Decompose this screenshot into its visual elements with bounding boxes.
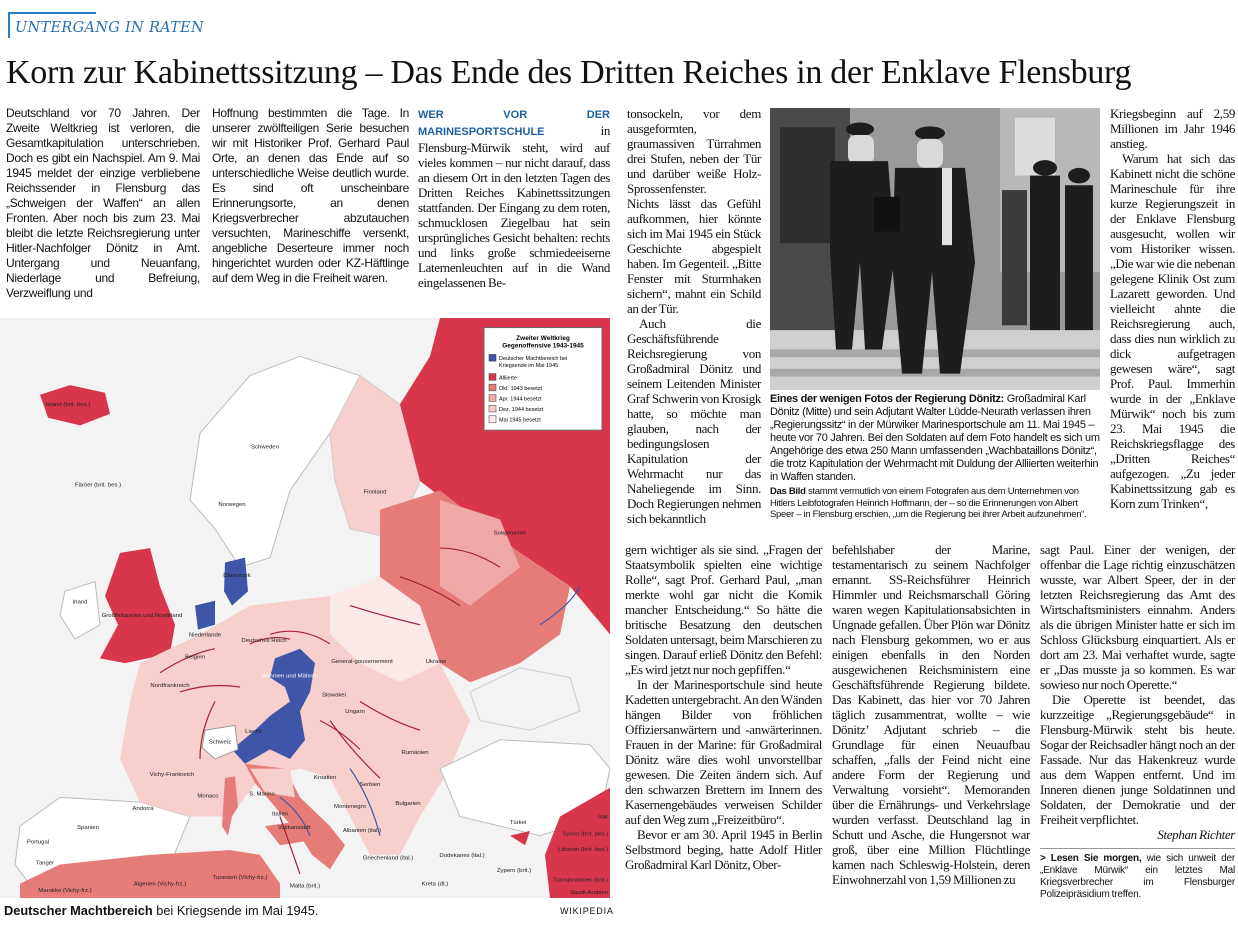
legend-item: Okt. 1943 besetzt [499,385,543,392]
map-label: Tunesien (Vichy-frz.) [212,874,268,881]
paragraph: Die Operette ist beendet, das kurzzeitige „Regierungsgebäude“ in Flensburg-Mürwik steht bis heute. Sogar der Reichsadler hängt noch an der Fassade. Nur das Hakenkreuz wurde aus dem Wappen entfernt. Und im Inneren dienen junge Soldatinnen und Soldaten, der Demokratie und der Freiheit verpflichtet. [1040,692,1235,827]
photo-caption-block [770,393,1100,521]
paragraph: Nichts lässt das Gefühl aufkommen, hier könnte sich im Mai 1945 ein Stück Geschichte abgespielt haben. Im Gegenteil. „Bitte Fenster mit Sturmhaken sichern“, mahnt ein Schild an der Tür. [627,196,761,316]
map-label: Vichy-Frankreich [149,772,195,779]
photo-caption [770,393,1100,484]
legend-item: Deutscher Machtbereich bei [499,356,568,363]
map-label: Kroatien [313,775,337,782]
map-label: Marokko (Vichy-frz.) [38,888,92,895]
map-label: Deutsches Reich [241,638,287,644]
map-label: Irland [72,599,88,606]
article-col-4: befehlshaber der Marine, testamentarisch zu seinem Nachfolger ernannt. SS-Reichsführer Heinrich Himmler und Reichsmarschall Göring waren wegen Kapitulationsabsichten in Ungnade gefallen. Über Plön war Dönitz nach Flensburg gekommen, wo er aus einigen ebenfalls in den Norden ausgewichenen Reichsministern eine Geschäftsführende Regierung bildete. Das Kabinett, das hier vor 70 Jahren täglich zusammentrat, wollte – wie Dönitz’ Adjutant schrieb – die Grundlage für einen Neuaufbau schaffen, „falls der Feind nicht eine andere Form der Regierung und Verwaltung vorsieht“. Memoranden über die Ernährungs- und Verkehrslage wurden verfasst. Deutschland lag in Schutt und Asche, die Hungersnot war groß, über eine Million Flüchtlinge kamen nach Schleswig-Holstein, deren Einwohnerzahl von 1,59 Millionen zu [832,542,1030,887]
map-caption [4,903,318,918]
headline: Korn zur Kabinettssitzung – Das Ende des Dritten Reiches in der Enklave Flensburg [6,54,1132,91]
paragraph: tonsockeln, vor dem ausgeformten, graumassiven Türrahmen drei Stufen, neben der Tür und darüber weiße Holz-Sprossenfenster. [627,106,761,196]
legend-item: Apr. 1944 besetzt [499,396,542,403]
historic-photo [770,108,1100,390]
map-label: Nordfrankreich [150,683,190,690]
paragraph: Kriegsbeginn auf 2,59 Millionen im Jahr 1946 anstieg. [1110,106,1235,151]
legend-swatch [489,354,496,361]
map-label: Schweiz [208,739,232,746]
caption-text: Großadmiral Karl Dönitz (Mitte) und sein Adjutant Walter Lüdde-Neurath verlassen ihren „Regierungssitz“ in der Mürwiker Marinesportschule am 11. Mai 1945 – heute vor 70 Jahren. Bei den Soldaten auf dem Foto handelt es sich um Angehörige des etwa 250 Mann umfassenden „Wachbataillons Dönitz“, die trotz Kapitulation der Wehrmacht mit Duldung der Alliierten weiterhin in Waffen standen. [770,393,1100,483]
lead-in: WER VOR DER MARINESPORTSCHULE [418,109,610,138]
map-legend [484,328,602,431]
legend-swatch [489,416,496,423]
legend-swatch [489,374,496,381]
map-label: Saudi-Arabien [570,890,608,897]
paragraph: gern wichtiger als sie sind. „Fragen der Staatsymbolik spielten eine wichtige Rolle“, sagt Prof. Gerhard Paul, „man merkte wohl gar nicht die Komik mancher Entscheidung.“ So hätte die britische Besatzung den deutschen Soldaten untersagt, beim Marschieren zu singen. Darauf erließ Dönitz den Befehl: „Es wird jetzt nur noch gepfiffen.“ [625,542,822,677]
map-label: Griechenland (ital.) [362,855,414,862]
map-label: Algerien (Vichy-frz.) [133,881,187,888]
map-label: Bulgarien [395,801,421,807]
map-label: Irak [598,814,608,821]
map-label: Färöer (brit. bes.) [74,482,122,489]
map-label: Italien [272,811,288,818]
teaser-text: wie sich unweit der „Enklave Mürwik“ ein letztes Mal Kriegsverbrecher im Flensburger Polizeipräsidium treffen. [1040,853,1235,900]
map-label: Dodekanes (ital.) [439,852,485,859]
legend-item: Alliierte [499,375,517,382]
map-label: Libanon (brit. bes.) [558,847,608,853]
legend-title: Zweiter Weltkrieg [516,335,570,343]
europe-map [0,318,610,898]
section-kicker [8,12,204,38]
intro-col-1: Deutschland vor 70 Jahren. Der Zweite Weltkrieg ist verloren, die Gesamtkapitulation unterschrieben. Doch es gibt ein Nachspiel. Am 9. Mai 1945 meldet der einzige verbliebene Reichssender in Flensburg das „Schweigen der Waffen“ an allen Fronten. Aber noch bis zum 23. Mai bleibt die letzte Reichsregierung unter Hitler-Nachfolger Dönitz in Amt. Untergang und Neuanfang, Niederlage und Befreiung, Verzweiflung und [6,106,200,300]
map-label: Tanger [35,860,55,867]
map-label: General-gouvernement [331,659,393,666]
map-label: Ungarn [345,709,365,715]
map-label: Montenegro [334,803,366,810]
article-col-2 [627,106,761,526]
paragraph: Bevor er am 30. April 1945 in Berlin Selbstmord beging, hatte Adolf Hitler Großadmiral Karl Dönitz, Ober- [625,827,822,872]
legend-swatch [489,384,496,391]
article-col-6 [1040,542,1235,901]
legend-item: Kriegsende im Mai 1945 [499,362,559,369]
map-label: Türkei [509,820,527,827]
map-label: Dänemark [223,572,251,579]
map-label: Böhmen und Mähren [262,673,318,680]
map-label: Rumänien [401,750,429,757]
map-label: Schweden [251,444,279,451]
paragraph: sagt Paul. Einer der wenigen, der offenbar die Lage richtig einzuschätzen wusste, war Albert Speer, der in der letzten Reichsregierung das Amt des Wirtschaftsministers einnahm. Anders als die übrigen Minister hatte er sich im Schloss Glücksburg einquartiert. Als er dort am 23. Mai verhaftet wurde, sagte er „Das musste ja so kommen. Es war sowieso nur noch Operette.“ [1040,542,1235,692]
map-label: Liecht. [245,729,263,736]
paragraph: Warum hat sich das Kabinett nicht die schöne Marineschule für ihre kurze Regierungszeit in der Enklave Flensburg ausgesucht, wollen wir vom Historiker wissen. „Die war wie die nebenan gelegene Klinik Ost zum Lazarett geworden. Und vielleicht ahnte die Reichsregierung auch, dass dies nun wirklich zu dick aufgetragen gewesen wäre“, sagt Prof. Paul. Immerhin wurde in der „Enklave Mürwik“ noch bis zum 23. Mai 1945 die Reichskriegsflagge des „Dritten Reiches“ aufgezogen. „Zu jeder Kabinettssitzung gab es Korn zum Trinken“, [1110,151,1235,511]
map-label: Vatikanstadt [277,825,311,831]
legend-subtitle: Gegenoffensive 1943-1945 [502,342,584,350]
map-label: Niederlande [188,632,222,639]
map-label: Spanien [77,825,99,831]
map-caption-text: bei Kriegsende im Mai 1945. [152,903,319,918]
credit-bold: Das Bild [770,486,806,497]
map-label: Andorra [132,805,154,812]
article-col-3 [625,542,822,872]
map-label: Finnland [363,489,387,496]
map-label: S. Marino [249,791,275,798]
teaser-label: > Lesen Sie morgen, [1040,853,1142,864]
map-label: Slowakei [322,692,346,699]
map-label: Island (brit. bes.) [45,402,91,409]
article-col-1 [418,106,610,290]
caption-bold: Eines der wenigen Fotos der Regierung Dönitz: [770,393,1005,405]
map-credit: WIKIPEDIA [560,906,614,916]
map-label: Sowjetunion [493,530,527,537]
legend-item: Mai 1945 besetzt [499,417,541,424]
article-col-5 [1110,106,1235,511]
kicker-text: UNTERGANG IN RATEN [15,20,204,36]
legend-swatch [489,395,496,402]
legend-item: Dez. 1944 besetzt [499,407,544,413]
map-label: Portugal [26,839,50,846]
map-label: Ukraine [425,659,447,666]
map-label: Transjordanien (brit.) [552,877,608,884]
intro-col-2: Hoffnung bestimmten die Tage. In unserer zwölfteiligen Serie besuchen wir mit Historiker Prof. Gerhard Paul Orte, an denen das Ende auf so unterschiedliche Weise deutlich wurde. Es sind oft unscheinbare Erinnerungsorte, an denen Kriegsverbrecher abzutauchen versuchten, Marineschiffe versenkt, angebliche Deserteure immer noch hingerichtet wurden oder KZ-Häftlinge auf dem Weg in die Freiheit waren. [212,106,409,285]
map-label: Kreta (dt.) [421,881,449,888]
map-label: Großbritannien und Nordirland [101,613,183,620]
photo-image [770,108,1100,390]
next-episode-teaser [1040,848,1235,901]
legend-swatch [489,405,496,412]
map-label: Albanien (ital.) [342,827,382,834]
article-text: in Flensburg-Mürwik steht, wird auf vieles kommen – nur nicht darauf, dass an diesem Ort in den letzten Tagen des Dritten Reiches Kabinettssitzungen stattfanden. Der Eingang zu dem roten, schmucklosen Ziegelbau hat sein ursprüngliches Gesicht behalten: rechts und links große schmiedeeiserne Laternenleuchten auf in die Wand eingelassenen Be- [418,123,610,290]
map-label: Syrien (brit. bes.) [562,831,608,838]
paragraph: In der Marinesportschule sind heute Kadetten untergebracht. An den Wänden hängen Bilder von fröhlichen Offiziersanwärtern und -anwärterinnen. Frauen in der Marine: für Großadmiral Dönitz wäre dies wohl unvorstellbar gewesen. Die Zeiten ändern sich. Auf den schwarzen Brettern im Innern des Kasernengebäudes verweisen Schilder auf den Weg zum „Freizeitbüro“. [625,677,822,827]
author-byline: Stephan Richter [1157,827,1235,842]
map-label: Serbien [359,781,381,788]
map-label: Zypern (brit.) [496,868,532,875]
credit-text: stammt vermutlich von einem Fotografen aus dem Unternehmen von Hitlers Leibfotografen Heinrich Hoffmann, der – so die Erinnerungen von Albert Speer – in Flensburg erschien, „um die Regierung bei ihrer Arbeit aufzunehmen“. [770,486,1087,520]
map-label: Norwegen [218,501,246,508]
photo-credit-note [770,486,1100,521]
map-label: Malta (brit.) [289,883,321,890]
map-graphic [0,318,610,898]
map-label: Monaco [197,793,219,800]
paragraph: Auch die Geschäftsführende Reichsregierung von Großadmiral Dönitz und seinem Leitenden Minister Graf Schwerin von Krosigk hatte, so möchte man glauben, nach der bedingungslosen Kapitulation der Wehrmacht nur das Naheliegende im Sinn. Doch Regierungen nehmen sich bekanntlich [627,316,761,526]
map-caption-bold: Deutscher Machtbereich [4,903,153,918]
map-label: Belgien [185,654,205,661]
